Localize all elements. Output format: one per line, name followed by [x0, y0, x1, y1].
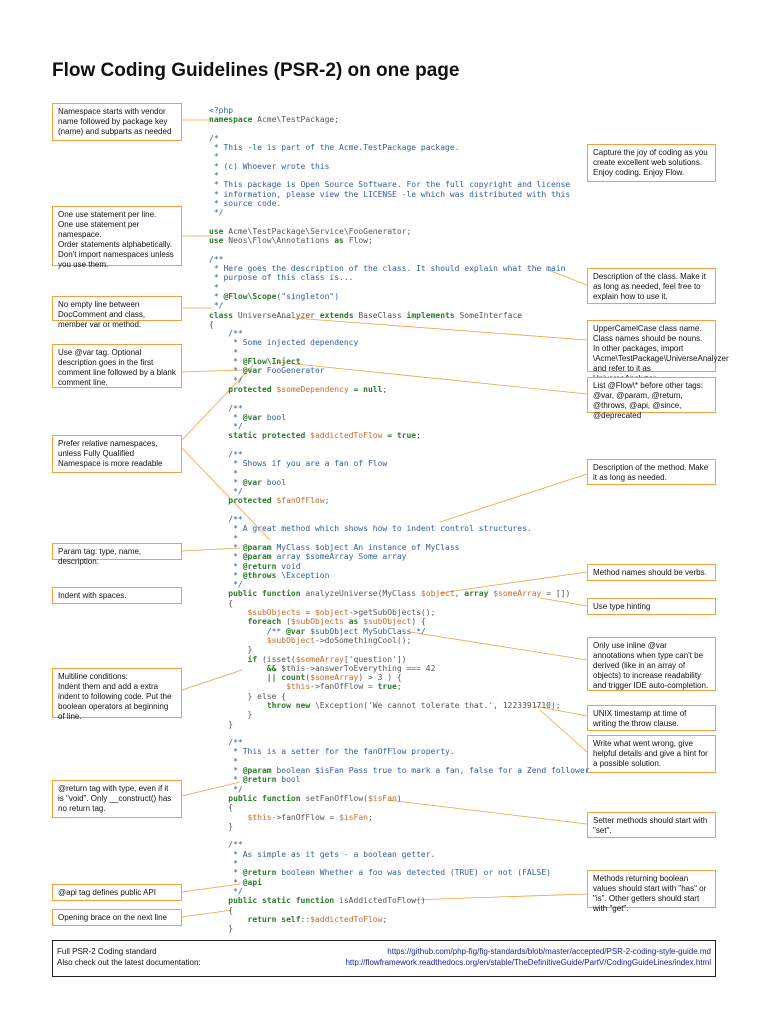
- code-token: /*: [209, 133, 219, 143]
- code-token: *: [209, 347, 238, 357]
- code-token: *: [209, 412, 243, 422]
- code-listing: [209, 106, 590, 933]
- code-token: * This -le is part of the Acme.TestPackage package.: [209, 143, 460, 153]
- code-token: * This is a setter for the fanOfFlow property.: [209, 747, 455, 757]
- note-flow-list: List @Flow\* before other tags: @var, @param, @return, @throws, @api, @since, @deprecated: [587, 377, 716, 413]
- note-api-tag: @api tag defines public API: [52, 884, 182, 901]
- code-line: [209, 664, 590, 673]
- code-token: * source code.: [209, 198, 282, 208]
- code-token: *: [209, 756, 238, 766]
- code-line: [209, 915, 590, 924]
- code-token: } else {: [209, 691, 287, 701]
- code-line: [209, 338, 590, 347]
- code-token: return self: [209, 914, 301, 924]
- code-token: $isFan: [367, 793, 397, 803]
- code-token: static protected: [209, 431, 306, 441]
- code-token: @var: [286, 626, 306, 636]
- code-line: [209, 394, 590, 403]
- code-token: $subObject: [358, 617, 412, 627]
- code-token: as: [343, 617, 359, 627]
- code-token: void: [276, 561, 301, 571]
- code-token: @Flow\Scope: [223, 291, 277, 301]
- code-line: [209, 320, 590, 329]
- note-method-desc: Description of the method. Make it as long as needed.: [587, 459, 716, 485]
- code-line: [209, 747, 590, 756]
- code-token: extends: [319, 310, 354, 320]
- code-line: [209, 506, 590, 515]
- code-token: @api: [242, 877, 262, 887]
- code-token: $addictedToFlow: [305, 431, 383, 441]
- code-token: ->fanOfFlow =: [310, 682, 378, 692]
- code-token: */: [209, 301, 224, 311]
- code-line: [209, 199, 590, 208]
- code-line: [209, 617, 590, 626]
- code-token: ) {: [411, 617, 426, 627]
- code-token: =: [300, 608, 315, 618]
- code-line: [209, 794, 590, 803]
- code-token: if: [209, 654, 258, 664]
- code-line: [209, 134, 590, 143]
- code-token: {: [209, 803, 234, 813]
- note-param-tag: Param tag: type, name, description.: [52, 543, 182, 560]
- code-line: [209, 562, 590, 571]
- code-token: $addictedToFlow: [310, 914, 383, 924]
- code-line: [209, 859, 590, 868]
- code-token: * Here goes the description of the class. It should explain what the main: [209, 264, 566, 274]
- code-line: [209, 292, 590, 301]
- code-token: \Exception('We cannot tolerate that.', 1223391710);: [310, 701, 561, 710]
- code-token: *: [209, 171, 219, 181]
- code-token: @param: [242, 552, 272, 562]
- code-token: ;: [382, 384, 388, 394]
- code-line: [209, 376, 590, 385]
- code-line: [209, 366, 590, 375]
- code-token: ;: [367, 812, 373, 822]
- code-line: [209, 673, 590, 682]
- code-token: public function: [209, 589, 301, 599]
- code-token: /**: [209, 738, 243, 748]
- code-line: [209, 710, 590, 719]
- code-token: *: [209, 859, 238, 869]
- code-line: [209, 106, 590, 115]
- code-line: [209, 775, 590, 784]
- code-token: (: [281, 617, 291, 627]
- footer-docs-label: Also check out the latest documentation:: [57, 958, 201, 967]
- code-token: ;: [396, 682, 402, 692]
- page-title: Flow Coding Guidelines (PSR-2) on one page: [52, 60, 460, 81]
- code-token: = []): [541, 589, 571, 599]
- code-token: true: [377, 682, 397, 692]
- code-token: UniverseAnalyzer: [233, 310, 320, 320]
- code-token: }: [209, 710, 253, 720]
- note-setter: Setter methods should start with "set".: [587, 812, 716, 838]
- code-token: throw new: [209, 701, 311, 710]
- code-token: Acme\TestPackage;: [252, 115, 340, 125]
- code-line: [209, 729, 590, 738]
- code-token: /**: [209, 840, 243, 850]
- code-token: * This package is Open Source Software. For the full copyright and license: [209, 180, 571, 190]
- code-token: */: [209, 487, 243, 497]
- code-token: *: [209, 877, 243, 887]
- note-unix-ts: UNIX timestamp at time of writing the throw clause.: [587, 705, 716, 731]
- code-line: [209, 264, 590, 273]
- code-token: $subObjects: [290, 617, 344, 627]
- code-line: [209, 906, 590, 915]
- code-line: [209, 803, 590, 812]
- code-line: [209, 245, 590, 254]
- code-line: [209, 404, 590, 413]
- code-token: *: [209, 468, 238, 478]
- code-token: ,: [454, 589, 465, 599]
- code-line: [209, 273, 590, 282]
- note-multiline: Multiline conditions: Indent them and add a extra indent to following code. Put the boolean operators at beginning of line.: [52, 668, 182, 718]
- code-token: ) > 3 ) {: [358, 673, 402, 683]
- code-token: &&: [209, 663, 277, 673]
- code-token: * As simple as it gets - a boolean getter.: [209, 849, 436, 859]
- code-token: analyzeUniverse(MyClass: [300, 589, 421, 599]
- code-token: count: [276, 673, 306, 683]
- code-line: [209, 162, 590, 171]
- code-line: [209, 813, 590, 822]
- footer-psr2-label: Full PSR-2 Coding standard: [57, 947, 157, 956]
- code-token: * A great method which shows how to indent control structures.: [209, 524, 532, 534]
- footer-docs-link[interactable]: http://flowframework.readthedocs.org/en/stable/TheDefinitiveGuide/PartV/CodingGuideLines/index.html: [345, 958, 711, 967]
- code-token: /**: [209, 329, 243, 339]
- code-token: public static function: [209, 896, 335, 906]
- code-token: *: [209, 291, 224, 301]
- code-line: [209, 896, 590, 905]
- code-token: @param: [242, 766, 272, 776]
- code-token: {: [209, 319, 214, 329]
- code-token: \Exception: [276, 570, 330, 580]
- code-token: SomeInterface: [454, 310, 523, 320]
- code-token: @Flow\Inject: [242, 357, 301, 367]
- code-token: array: [464, 589, 489, 599]
- code-token: @return: [242, 868, 277, 878]
- code-token: isAddictedToFlow(): [334, 896, 426, 906]
- code-token: *: [209, 477, 243, 487]
- code-line: [209, 785, 590, 794]
- code-token: protected: [209, 384, 272, 394]
- code-line: [209, 636, 590, 645]
- code-token: ;: [324, 496, 330, 506]
- code-token: *: [209, 282, 219, 292]
- code-token: * purpose of this class is...: [209, 273, 354, 283]
- code-token: = null: [348, 384, 383, 394]
- code-token: $subObject MySubClass */: [305, 626, 426, 636]
- code-line: [209, 348, 590, 357]
- code-line: [209, 413, 590, 422]
- code-line: [209, 840, 590, 849]
- code-token: $fanOfFlow: [271, 496, 325, 506]
- code-token: $someDependency: [271, 384, 349, 394]
- code-line: [209, 236, 590, 245]
- code-line: [209, 208, 590, 217]
- code-line: [209, 469, 590, 478]
- code-token: $this: [209, 812, 272, 822]
- code-line: [209, 878, 590, 887]
- code-token: ;: [382, 914, 388, 924]
- code-token: * Shows if you are a fan of Flow: [209, 459, 388, 469]
- code-line: [209, 692, 590, 701]
- code-line: [209, 190, 590, 199]
- code-line: [209, 143, 590, 152]
- note-relative-ns: Prefer relative namespaces, unless Fully Qualified Namespace is more readable: [52, 435, 182, 473]
- note-boolean-methods: Methods returning boolean values should start with "has" or "is". Other getters should start with "get".: [587, 870, 716, 908]
- note-no-empty-line: No empty line between DocComment and class, member var or method.: [52, 296, 182, 321]
- code-token: (isset(: [257, 654, 296, 664]
- code-token: ): [396, 793, 402, 803]
- code-token: *: [209, 868, 243, 878]
- code-token: @param: [242, 542, 272, 552]
- code-line: [209, 831, 590, 840]
- code-token: (: [305, 673, 311, 683]
- note-namespace: Namespace starts with vendor name followed by package key (name) and subparts as needed: [52, 103, 182, 141]
- code-token: FooGenerator: [261, 366, 325, 376]
- code-token: use: [209, 226, 224, 236]
- code-line: [209, 450, 590, 459]
- code-token: /**: [209, 254, 224, 264]
- code-token: use: [209, 236, 224, 246]
- code-token: namespace: [209, 115, 253, 125]
- code-token: }: [209, 719, 234, 729]
- code-token: */: [209, 208, 224, 218]
- note-use-statement: One use statement per line. One use statement per namespace. Order statements alphabetically. Don't import namespaces unless you use them.: [52, 206, 182, 266]
- code-token: ->doSomethingCool();: [314, 635, 412, 645]
- code-token: $someArray: [295, 654, 344, 664]
- code-line: [209, 515, 590, 524]
- code-token: array $someArray Some array: [271, 552, 407, 562]
- note-indent-spaces: Indent with spaces.: [52, 587, 182, 604]
- note-opening-brace: Opening brace on the next line: [52, 909, 182, 926]
- code-token: *: [209, 152, 219, 162]
- note-camelcase: UpperCamelCase class name. Class names should be nouns. In other packages, import \Acme\TestPackage\UniverseAnalyzer and refer to it as: [587, 320, 716, 372]
- code-token: $object: [420, 589, 455, 599]
- note-joy: Capture the joy of coding as you create excellent web solutions. Enjoy coding. Enjoy Flow.: [587, 144, 716, 182]
- code-token: *: [209, 533, 238, 543]
- code-token: Flow;: [343, 236, 373, 246]
- code-line: [209, 757, 590, 766]
- code-token: $subObject: [209, 635, 315, 645]
- code-line: [209, 543, 590, 552]
- code-token: * Some injected dependency: [209, 338, 359, 348]
- code-token: ||: [209, 673, 277, 683]
- code-token: /**: [209, 626, 287, 636]
- code-token: * information, please view the LICENSE -le which was distributed with this: [209, 189, 571, 199]
- note-inline-var: Only use inline @var annotations when type can't be derived (like in an array of objects) to increase readability and trigger IDE auto-completion.: [587, 637, 716, 691]
- code-token: ->getSubObjects();: [348, 608, 436, 618]
- code-token: *: [209, 357, 243, 367]
- code-line: [209, 887, 590, 896]
- code-token: /**: [209, 515, 243, 525]
- code-line: [209, 496, 590, 505]
- code-line: [209, 487, 590, 496]
- code-line: [209, 682, 590, 691]
- code-line: [209, 655, 590, 664]
- code-token: @var: [242, 412, 262, 422]
- code-token: *: [209, 366, 243, 376]
- code-line: [209, 701, 590, 710]
- code-token: protected: [209, 496, 272, 506]
- code-token: $this: [209, 682, 311, 692]
- code-token: }: [209, 645, 253, 655]
- code-line: [209, 171, 590, 180]
- code-token: bool: [261, 412, 287, 422]
- code-line: [209, 645, 590, 654]
- code-token: */: [209, 784, 243, 794]
- code-line: [209, 627, 590, 636]
- code-token: foreach: [209, 617, 282, 627]
- code-line: [209, 924, 590, 933]
- code-token: /**: [209, 403, 243, 413]
- code-token: $isFan: [339, 812, 368, 822]
- code-token: @var: [242, 366, 262, 376]
- code-line: [209, 534, 590, 543]
- code-token: boolean $isFan Pass true to mark a fan, false for a Zend follower: [271, 766, 590, 776]
- code-token: class: [209, 310, 234, 320]
- code-token: *: [209, 570, 243, 580]
- code-token: Acme\TestPackage\Service\FooGenerator;: [223, 226, 412, 236]
- code-line: [209, 329, 590, 338]
- code-line: [209, 720, 590, 729]
- code-line: [209, 589, 590, 598]
- code-line: [209, 218, 590, 227]
- code-token: $subObjects: [209, 608, 301, 618]
- code-token: }: [209, 924, 234, 934]
- code-token: = true: [382, 431, 417, 441]
- code-token: MyClass $object An instance of MyClass: [271, 542, 460, 552]
- code-token: */: [209, 580, 243, 590]
- code-token: $object: [314, 608, 349, 618]
- code-token: */: [209, 375, 243, 385]
- code-token: boolean Whether a foo was detected (TRUE) or not (FALSE): [276, 868, 551, 878]
- code-line: [209, 180, 590, 189]
- code-token: @var: [242, 477, 262, 487]
- code-token: *: [209, 561, 243, 571]
- code-token: ->fanOfFlow =: [271, 812, 340, 822]
- code-line: [209, 608, 590, 617]
- code-token: @throws: [242, 570, 277, 580]
- code-line: [209, 571, 590, 580]
- code-line: [209, 822, 590, 831]
- code-token: ("singleton"): [276, 291, 340, 301]
- code-token: <?php: [209, 106, 234, 115]
- code-token: Neos\Flow\Annotations: [223, 236, 335, 246]
- code-token: BaseClass: [353, 310, 407, 320]
- code-token: ::: [300, 914, 311, 924]
- code-line: [209, 152, 590, 161]
- code-token: as: [334, 236, 344, 246]
- code-line: [209, 422, 590, 431]
- code-line: [209, 301, 590, 310]
- note-var-tag: Use @var tag. Optional description goes in the first comment line followed by a blank comment line.: [52, 344, 182, 388]
- code-token: $someArray: [310, 673, 359, 683]
- code-line: [209, 255, 590, 264]
- code-token: bool: [261, 477, 287, 487]
- code-token: bool: [276, 775, 301, 785]
- code-token: public function: [209, 793, 301, 803]
- code-line: [209, 311, 590, 320]
- code-token: *: [209, 775, 243, 785]
- code-line: [209, 738, 590, 747]
- code-token: *: [209, 766, 243, 776]
- code-token: */: [209, 886, 243, 896]
- code-line: [209, 125, 590, 134]
- code-line: [209, 115, 590, 124]
- code-line: [209, 227, 590, 236]
- code-line: [209, 431, 590, 440]
- code-token: ['question']): [343, 654, 407, 664]
- code-line: [209, 868, 590, 877]
- code-token: /**: [209, 449, 243, 459]
- code-token: $someArray: [488, 589, 542, 599]
- code-token: @return: [242, 775, 277, 785]
- note-verbs: Method names should be verbs.: [587, 564, 716, 581]
- code-token: implements: [406, 310, 455, 320]
- code-token: ;: [416, 431, 421, 441]
- code-line: [209, 478, 590, 487]
- code-token: * (c) Whoever wrote this: [209, 161, 330, 171]
- code-line: [209, 459, 590, 468]
- code-token: */: [209, 422, 243, 432]
- code-line: [209, 357, 590, 366]
- note-return-tag: @return tag with type, even if it is "void". Only __construct() has no return tag.: [52, 780, 182, 818]
- code-line: [209, 599, 590, 608]
- code-line: [209, 850, 590, 859]
- code-line: [209, 385, 590, 394]
- code-token: $this->answerToEverything === 42: [276, 663, 436, 673]
- code-token: setFanOfFlow(: [300, 793, 368, 803]
- code-line: [209, 524, 590, 533]
- code-line: [209, 766, 590, 775]
- note-write-wrong: Write what went wrong, give helpful details and give a hint for a possible solution.: [587, 735, 716, 773]
- code-line: [209, 283, 590, 292]
- code-line: [209, 441, 590, 450]
- note-class-desc: Description of the class. Make it as long as needed, feel free to explain how to use it.: [587, 268, 716, 304]
- code-token: }: [209, 821, 234, 831]
- note-type-hinting: Use type hinting: [587, 598, 716, 615]
- code-token: {: [209, 598, 234, 608]
- code-line: [209, 552, 590, 561]
- footer-box: [52, 940, 716, 977]
- code-token: *: [209, 542, 243, 552]
- code-token: {: [209, 905, 234, 915]
- code-token: *: [209, 552, 243, 562]
- code-token: @return: [242, 561, 277, 571]
- footer-psr2-link[interactable]: https://github.com/php-fig/fig-standards/blob/master/accepted/PSR-2-coding-style-guide.md: [387, 947, 711, 956]
